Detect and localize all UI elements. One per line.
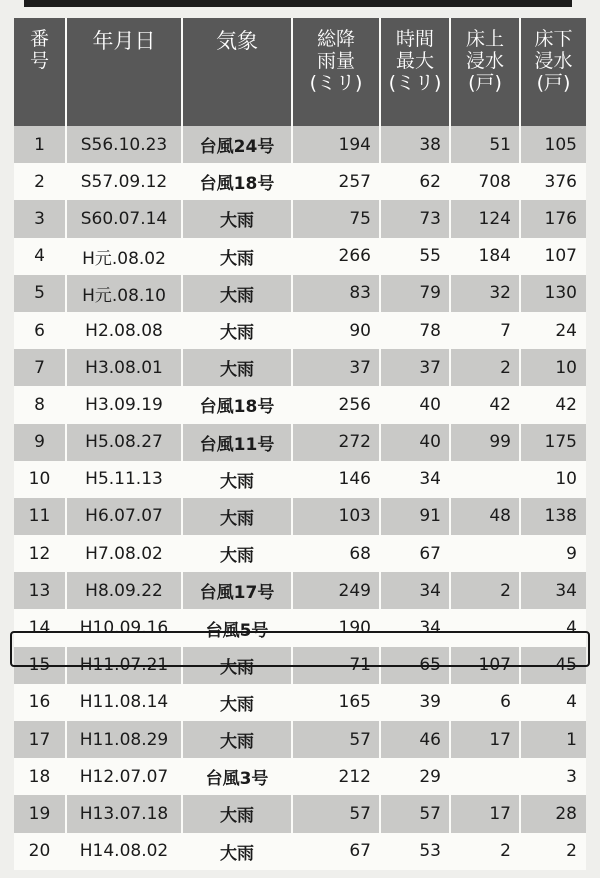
cell-number: 2: [14, 163, 66, 200]
cell-total-rainfall: 212: [292, 758, 380, 795]
table-row: [14, 833, 586, 870]
cell-date: S57.09.12: [66, 163, 182, 200]
cell-above-floor: 32: [450, 275, 520, 312]
cell-total-rainfall: 165: [292, 684, 380, 721]
cell-below-floor: 2: [520, 833, 586, 870]
cell-weather: 大雨: [182, 349, 292, 386]
table-row: [14, 312, 586, 349]
cell-max-hourly: 78: [380, 312, 450, 349]
cell-total-rainfall: 83: [292, 275, 380, 312]
cell-max-hourly: 55: [380, 238, 450, 275]
cell-max-hourly: 40: [380, 424, 450, 461]
cell-weather: 台風11号: [182, 424, 292, 461]
cell-below-floor: 138: [520, 498, 586, 535]
cell-above-floor: 107: [450, 647, 520, 684]
cell-total-rainfall: 68: [292, 535, 380, 572]
cell-below-floor: 10: [520, 461, 586, 498]
cell-weather: 大雨: [182, 795, 292, 832]
cell-max-hourly: 57: [380, 795, 450, 832]
cell-above-floor: 17: [450, 721, 520, 758]
cell-number: 18: [14, 758, 66, 795]
table-row: [14, 609, 586, 646]
cell-number: 5: [14, 275, 66, 312]
table-body: [14, 126, 586, 870]
cell-number: 10: [14, 461, 66, 498]
cell-total-rainfall: 272: [292, 424, 380, 461]
cell-above-floor: [450, 461, 520, 498]
header-weather: 気象: [182, 18, 292, 126]
cell-weather: 台風17号: [182, 572, 292, 609]
table-row: [14, 126, 586, 163]
cell-max-hourly: 53: [380, 833, 450, 870]
cell-max-hourly: 38: [380, 126, 450, 163]
cell-date: H8.09.22: [66, 572, 182, 609]
header-total-rainfall: 総降 雨量 (ミリ): [292, 18, 380, 126]
cell-max-hourly: 62: [380, 163, 450, 200]
cell-below-floor: 10: [520, 349, 586, 386]
header-row: [14, 18, 586, 126]
cell-max-hourly: 34: [380, 609, 450, 646]
cell-below-floor: 45: [520, 647, 586, 684]
cell-weather: 大雨: [182, 200, 292, 237]
cell-number: 11: [14, 498, 66, 535]
cell-below-floor: 34: [520, 572, 586, 609]
table-row: [14, 498, 586, 535]
cell-number: 4: [14, 238, 66, 275]
cell-total-rainfall: 37: [292, 349, 380, 386]
cell-number: 6: [14, 312, 66, 349]
cell-above-floor: 7: [450, 312, 520, 349]
cell-weather: 台風5号: [182, 609, 292, 646]
cell-weather: 大雨: [182, 461, 292, 498]
cell-max-hourly: 40: [380, 386, 450, 423]
table-row: [14, 349, 586, 386]
cell-number: 1: [14, 126, 66, 163]
cell-below-floor: 3: [520, 758, 586, 795]
cell-above-floor: 48: [450, 498, 520, 535]
cell-weather: 台風18号: [182, 386, 292, 423]
cell-total-rainfall: 146: [292, 461, 380, 498]
cell-weather: 大雨: [182, 238, 292, 275]
table-row: [14, 721, 586, 758]
cell-weather: 大雨: [182, 498, 292, 535]
top-rule: [24, 0, 572, 7]
cell-above-floor: 51: [450, 126, 520, 163]
cell-number: 3: [14, 200, 66, 237]
cell-date: H5.08.27: [66, 424, 182, 461]
cell-above-floor: 6: [450, 684, 520, 721]
cell-max-hourly: 39: [380, 684, 450, 721]
cell-date: H13.07.18: [66, 795, 182, 832]
cell-above-floor: 99: [450, 424, 520, 461]
cell-max-hourly: 29: [380, 758, 450, 795]
cell-above-floor: 17: [450, 795, 520, 832]
cell-number: 9: [14, 424, 66, 461]
cell-number: 17: [14, 721, 66, 758]
cell-number: 19: [14, 795, 66, 832]
table-row: [14, 424, 586, 461]
cell-max-hourly: 73: [380, 200, 450, 237]
cell-above-floor: 2: [450, 833, 520, 870]
cell-weather: 台風3号: [182, 758, 292, 795]
cell-date: H3.09.19: [66, 386, 182, 423]
cell-total-rainfall: 57: [292, 721, 380, 758]
cell-max-hourly: 34: [380, 572, 450, 609]
cell-weather: 大雨: [182, 275, 292, 312]
cell-date: H2.08.08: [66, 312, 182, 349]
cell-date: H6.07.07: [66, 498, 182, 535]
cell-above-floor: [450, 758, 520, 795]
cell-below-floor: 9: [520, 535, 586, 572]
cell-number: 14: [14, 609, 66, 646]
cell-below-floor: 4: [520, 609, 586, 646]
cell-total-rainfall: 266: [292, 238, 380, 275]
cell-below-floor: 105: [520, 126, 586, 163]
cell-date: H11.08.29: [66, 721, 182, 758]
cell-number: 7: [14, 349, 66, 386]
cell-total-rainfall: 67: [292, 833, 380, 870]
cell-below-floor: 1: [520, 721, 586, 758]
table-row: [14, 535, 586, 572]
cell-max-hourly: 67: [380, 535, 450, 572]
cell-below-floor: 4: [520, 684, 586, 721]
cell-weather: 大雨: [182, 833, 292, 870]
table-row: [14, 572, 586, 609]
cell-total-rainfall: 75: [292, 200, 380, 237]
cell-total-rainfall: 256: [292, 386, 380, 423]
cell-below-floor: 176: [520, 200, 586, 237]
table-row: [14, 647, 586, 684]
cell-below-floor: 376: [520, 163, 586, 200]
cell-date: H11.07.21: [66, 647, 182, 684]
cell-total-rainfall: 71: [292, 647, 380, 684]
cell-below-floor: 130: [520, 275, 586, 312]
cell-weather: 台風18号: [182, 163, 292, 200]
cell-date: S60.07.14: [66, 200, 182, 237]
cell-max-hourly: 65: [380, 647, 450, 684]
cell-date: H12.07.07: [66, 758, 182, 795]
cell-total-rainfall: 90: [292, 312, 380, 349]
cell-max-hourly: 46: [380, 721, 450, 758]
cell-date: H11.08.14: [66, 684, 182, 721]
cell-total-rainfall: 194: [292, 126, 380, 163]
table-row: [14, 461, 586, 498]
cell-above-floor: [450, 535, 520, 572]
header-below-floor-flooding: 床下 浸水 (戸): [520, 18, 586, 126]
cell-number: 12: [14, 535, 66, 572]
header-above-floor-flooding: 床上 浸水 (戸): [450, 18, 520, 126]
cell-date: H元.08.02: [66, 238, 182, 275]
cell-below-floor: 24: [520, 312, 586, 349]
cell-above-floor: 184: [450, 238, 520, 275]
table-row: [14, 758, 586, 795]
cell-total-rainfall: 57: [292, 795, 380, 832]
cell-number: 16: [14, 684, 66, 721]
cell-weather: 大雨: [182, 312, 292, 349]
cell-weather: 大雨: [182, 535, 292, 572]
cell-number: 20: [14, 833, 66, 870]
cell-below-floor: 42: [520, 386, 586, 423]
cell-date: H5.11.13: [66, 461, 182, 498]
table-row: [14, 163, 586, 200]
cell-above-floor: [450, 609, 520, 646]
cell-weather: 大雨: [182, 647, 292, 684]
cell-above-floor: 2: [450, 572, 520, 609]
cell-max-hourly: 37: [380, 349, 450, 386]
cell-weather: 台風24号: [182, 126, 292, 163]
cell-date: H7.08.02: [66, 535, 182, 572]
cell-total-rainfall: 190: [292, 609, 380, 646]
cell-below-floor: 28: [520, 795, 586, 832]
cell-date: H元.08.10: [66, 275, 182, 312]
header-max-hourly-rainfall: 時間 最大 (ミリ): [380, 18, 450, 126]
cell-below-floor: 107: [520, 238, 586, 275]
cell-max-hourly: 34: [380, 461, 450, 498]
cell-max-hourly: 79: [380, 275, 450, 312]
cell-max-hourly: 91: [380, 498, 450, 535]
cell-above-floor: 708: [450, 163, 520, 200]
cell-number: 13: [14, 572, 66, 609]
cell-total-rainfall: 249: [292, 572, 380, 609]
cell-total-rainfall: 103: [292, 498, 380, 535]
cell-date: H3.08.01: [66, 349, 182, 386]
cell-below-floor: 175: [520, 424, 586, 461]
cell-above-floor: 2: [450, 349, 520, 386]
table-row: [14, 386, 586, 423]
header-date: 年月日: [66, 18, 182, 126]
cell-weather: 大雨: [182, 721, 292, 758]
cell-above-floor: 42: [450, 386, 520, 423]
cell-number: 15: [14, 647, 66, 684]
table-row: [14, 795, 586, 832]
cell-date: H10.09.16: [66, 609, 182, 646]
table-row: [14, 684, 586, 721]
cell-number: 8: [14, 386, 66, 423]
flood-damage-table: [14, 18, 586, 870]
table-row: [14, 238, 586, 275]
header-number: 番 号: [14, 18, 66, 126]
table-row: [14, 275, 586, 312]
cell-total-rainfall: 257: [292, 163, 380, 200]
cell-weather: 大雨: [182, 684, 292, 721]
cell-date: H14.08.02: [66, 833, 182, 870]
cell-above-floor: 124: [450, 200, 520, 237]
table-row: [14, 200, 586, 237]
cell-date: S56.10.23: [66, 126, 182, 163]
